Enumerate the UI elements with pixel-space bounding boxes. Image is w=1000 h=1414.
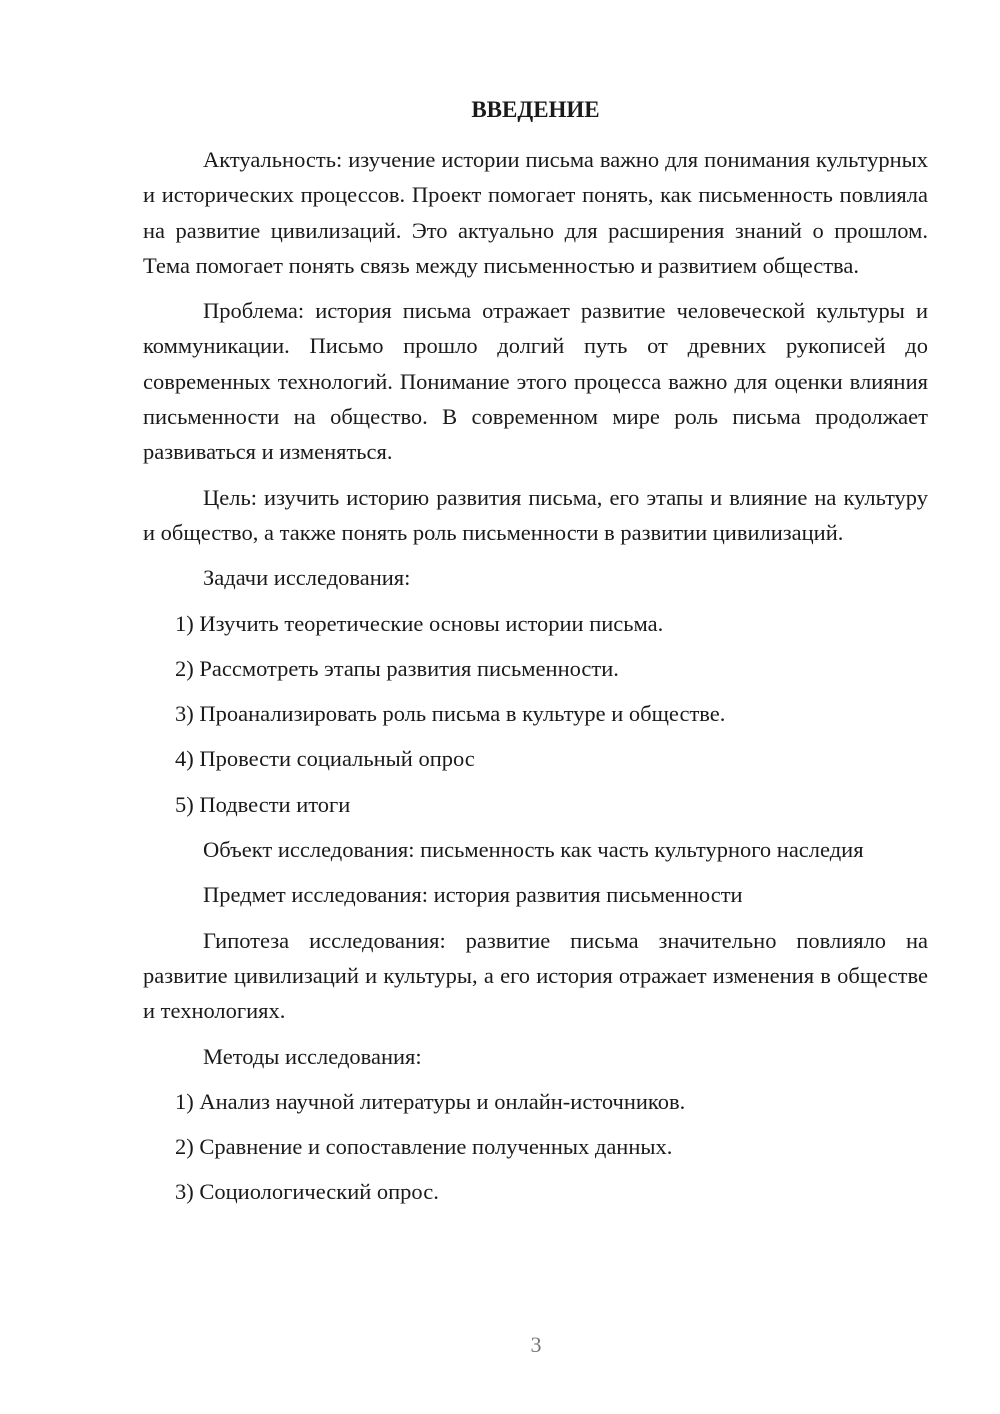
task-item: 5) Подвести итоги	[175, 791, 351, 817]
object-paragraph: Объект исследования: письменность как часть культурного наследия	[203, 837, 864, 863]
method-item: 2) Сравнение и сопоставление полученных данных.	[175, 1134, 673, 1160]
subject-paragraph: Предмет исследования: история развития письменности	[203, 882, 743, 908]
relevance-paragraph: Актуальность: изучение истории письма важно для понимания культурных и исторических процессов. Проект помогает понять, как письменность повлияла на развитие цивилизаций. Это актуально для расширения знаний о прошлом. Тема помогает понять связь между письменностью и развитием общества.	[143, 147, 928, 278]
method-item: 1) Анализ научной литературы и онлайн-источников.	[175, 1088, 686, 1114]
problem-paragraph: Проблема: история письма отражает развитие человеческой культуры и коммуникации. Письмо прошло долгий путь от древних рукописей до современных технологий. Понимание этого процесса важно для оценки влияния письменности на общество. В современном мире роль письма продолжает развиваться и изменяться.	[143, 298, 928, 465]
tasks-list	[143, 606, 928, 822]
page-number: 3	[530, 1332, 542, 1357]
tasks-heading: Задачи исследования:	[203, 565, 411, 591]
document-page	[143, 94, 928, 1220]
methods-list	[143, 1084, 928, 1210]
task-item: 2) Рассмотреть этапы развития письменности.	[175, 655, 619, 681]
task-item: 4) Провести социальный опрос	[175, 746, 475, 772]
document-title: ВВЕДЕНИЕ	[471, 97, 600, 122]
goal-paragraph: Цель: изучить историю развития письма, его этапы и влияние на культуру и общество, а также понять роль письменности в развитии цивилизаций.	[143, 484, 928, 545]
method-item: 3) Социологический опрос.	[175, 1179, 439, 1205]
task-item: 3) Проанализировать роль письма в культуре и обществе.	[175, 701, 726, 727]
hypothesis-paragraph: Гипотеза исследования: развитие письма значительно повлияло на развитие цивилизаций и культуры, а его история отражает изменения в обществе и технологиях.	[143, 927, 928, 1024]
methods-heading: Методы исследования:	[203, 1043, 422, 1069]
task-item: 1) Изучить теоретические основы истории письма.	[175, 610, 664, 636]
